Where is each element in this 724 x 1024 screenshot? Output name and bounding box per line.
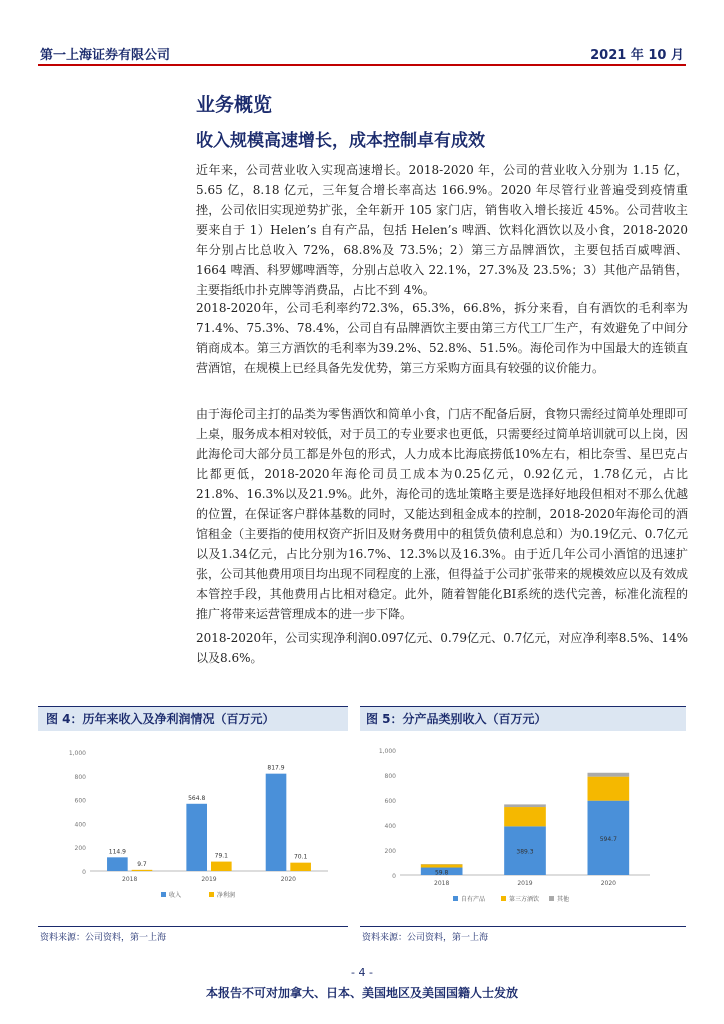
legend-label: 第三方酒饮 [509, 896, 540, 903]
x-tick-label: 2018 [434, 880, 450, 887]
y-tick-label: 400 [384, 823, 396, 830]
fig5-title: 图 5：分产品类别收入（百万元） [366, 712, 547, 726]
bar-revenue [266, 774, 287, 871]
data-label: 817.9 [267, 764, 285, 772]
bar-third-party [588, 777, 630, 801]
section-title: 业务概览 [196, 94, 273, 116]
x-tick-label: 2020 [280, 876, 296, 883]
legend-label: 收入 [169, 892, 182, 899]
y-tick-label: 200 [384, 848, 396, 855]
legend-label: 净利润 [217, 892, 236, 899]
fig4-source: 资料来源：公司资料，第一上海 [40, 933, 167, 943]
legend-label: 其他 [557, 896, 570, 903]
legend-swatch [501, 896, 506, 901]
bar-other [588, 773, 630, 777]
paragraph-costs: 由于海伦司主打的品类为零售酒饮和简单小食，门店不配备后厨，食物只需经过简单处理即可上桌，服务成本相对较低，对于员工的专业要求也更低，只需要经过简单培训就可以上岗，因此海伦司大部分员工都是外包的形式，人力成本比海底捞低10%左右，相比奈雪、星巴克占比都更低，2018-2020年海伦司员工成本为0.25亿元，0.92亿元，1.78亿元，占比21.8%、16.3%以及21.9%。此外，海伦司的选址策略主要是选择好地段但相对不那么优越的位置，在保证客户群体基数的同时，又能达到租金成本的控制，2018-2020年海伦司的酒馆租金（主要指的使用权资产折旧及财务费用中的租赁负债利息总和）为0.19亿元、0.7亿元以及1.34亿元，占比分别为16.7%、12.3%以及16.3%。由于近几年公司小酒馆的迅速扩张，公司其他费用项目均出现不同程度的上涨，但得益于公司扩张带来的规模效应以及有效成本管控手段，其他费用占比相对稳定。此外，随着智能化BI系统的迭代完善，标准化流程的推广将带来运营管理成本的进一步下降。 [196, 407, 689, 621]
header-divider [38, 64, 686, 66]
paragraph-gross-margin: 2018-2020年，公司毛利率约72.3%，65.3%，66.8%，拆分来看，自有酒饮的毛利率为71.4%、75.3%、78.4%，公司自有品牌酒饮主要由第三方代工厂生产，有效避免了中间分销商成本。第三方酒饮的毛利率为39.2%、52.8%、51.5%。海伦司作为中国最大的连锁直营酒馆，在规模上已经具备先发优势，第三方采购方面具有较强的议价能力。 [196, 301, 688, 375]
fig5-source-divider [360, 926, 686, 927]
fig4-chart [38, 736, 348, 916]
fig5-source: 资料来源：公司资料，第一上海 [362, 933, 489, 943]
bar-net-profit [132, 870, 153, 871]
disclaimer: 本报告不可对加拿大、日本、美国地区及美国国籍人士发放 [205, 986, 518, 1000]
legend-swatch [453, 896, 458, 901]
y-tick-label: 1,000 [68, 750, 86, 757]
y-tick-label: 0 [82, 869, 86, 876]
bar-revenue [186, 804, 207, 871]
bar-net-profit [211, 862, 232, 871]
fig4-title: 图 4：历年来收入及净利润情况（百万元） [46, 712, 275, 726]
data-label: 70.1 [293, 853, 308, 861]
bar-other [504, 804, 546, 807]
page-number: - 4 - [351, 966, 373, 979]
y-tick-label: 800 [74, 773, 86, 781]
fig5-chart [360, 736, 686, 916]
bar-third-party [421, 864, 463, 867]
paragraph-revenue: 近年来，公司营业收入实现高速增长。2018-2020 年，公司的营业收入分别为 1.15 亿，5.65 亿，8.18 亿元，三年复合增长率高达 166.9%。2020 年尽管行业普遍受到疫情重挫，公司依旧实现逆势扩张，全年新开 105 家门店，销售收入增长接近 45%。公司营收主要来自于 1）Helen’s 自有产品，包括 Helen’s 啤酒、饮料化酒饮以及小食，2018-2020 年分别占比总收入 72%，68.8%及 73.5%；2）第三方品牌酒饮，主要包括百威啤酒、1664 啤酒、科罗娜啤酒等，分别占总收入 22.1%，27.3%及 23.5%；3）其他产品销售，主要指纸巾扑克牌等消费品，占比不到 4%。 [196, 163, 688, 297]
bar-third-party [504, 807, 546, 826]
legend-swatch [549, 896, 554, 901]
legend-label: 自有产品 [461, 896, 486, 903]
y-tick-label: 600 [74, 797, 86, 805]
data-label: 9.7 [137, 860, 147, 868]
y-tick-label: 0 [392, 873, 396, 880]
data-label: 114.9 [108, 848, 126, 856]
data-label: 389.3 [516, 848, 534, 856]
x-tick-label: 2020 [600, 880, 616, 887]
fig4-source-divider [38, 926, 348, 927]
y-tick-label: 1,000 [378, 748, 396, 755]
x-tick-label: 2018 [122, 876, 138, 883]
y-tick-label: 800 [384, 773, 396, 780]
data-label: 594.7 [599, 835, 617, 843]
report-date: 2021 年 10 月 [590, 48, 684, 63]
y-tick-label: 400 [74, 821, 86, 829]
x-tick-label: 2019 [517, 880, 533, 887]
data-label: 564.8 [188, 794, 206, 802]
legend-swatch [209, 892, 214, 897]
company-name: 第一上海证券有限公司 [40, 48, 171, 63]
y-tick-label: 200 [74, 845, 86, 853]
bar-revenue [107, 857, 128, 871]
legend-swatch [161, 892, 166, 897]
data-label: 59.8 [434, 869, 449, 877]
data-label: 79.1 [214, 852, 228, 860]
paragraph-net-profit: 2018-2020年，公司实现净利润0.097亿元、0.79亿元、0.7亿元，对应净利率8.5%、14%以及8.6%。 [196, 631, 688, 665]
x-tick-label: 2019 [201, 876, 217, 883]
subtitle: 收入规模高速增长，成本控制卓有成效 [196, 131, 485, 151]
y-tick-label: 600 [384, 798, 396, 805]
bar-net-profit [290, 863, 311, 871]
